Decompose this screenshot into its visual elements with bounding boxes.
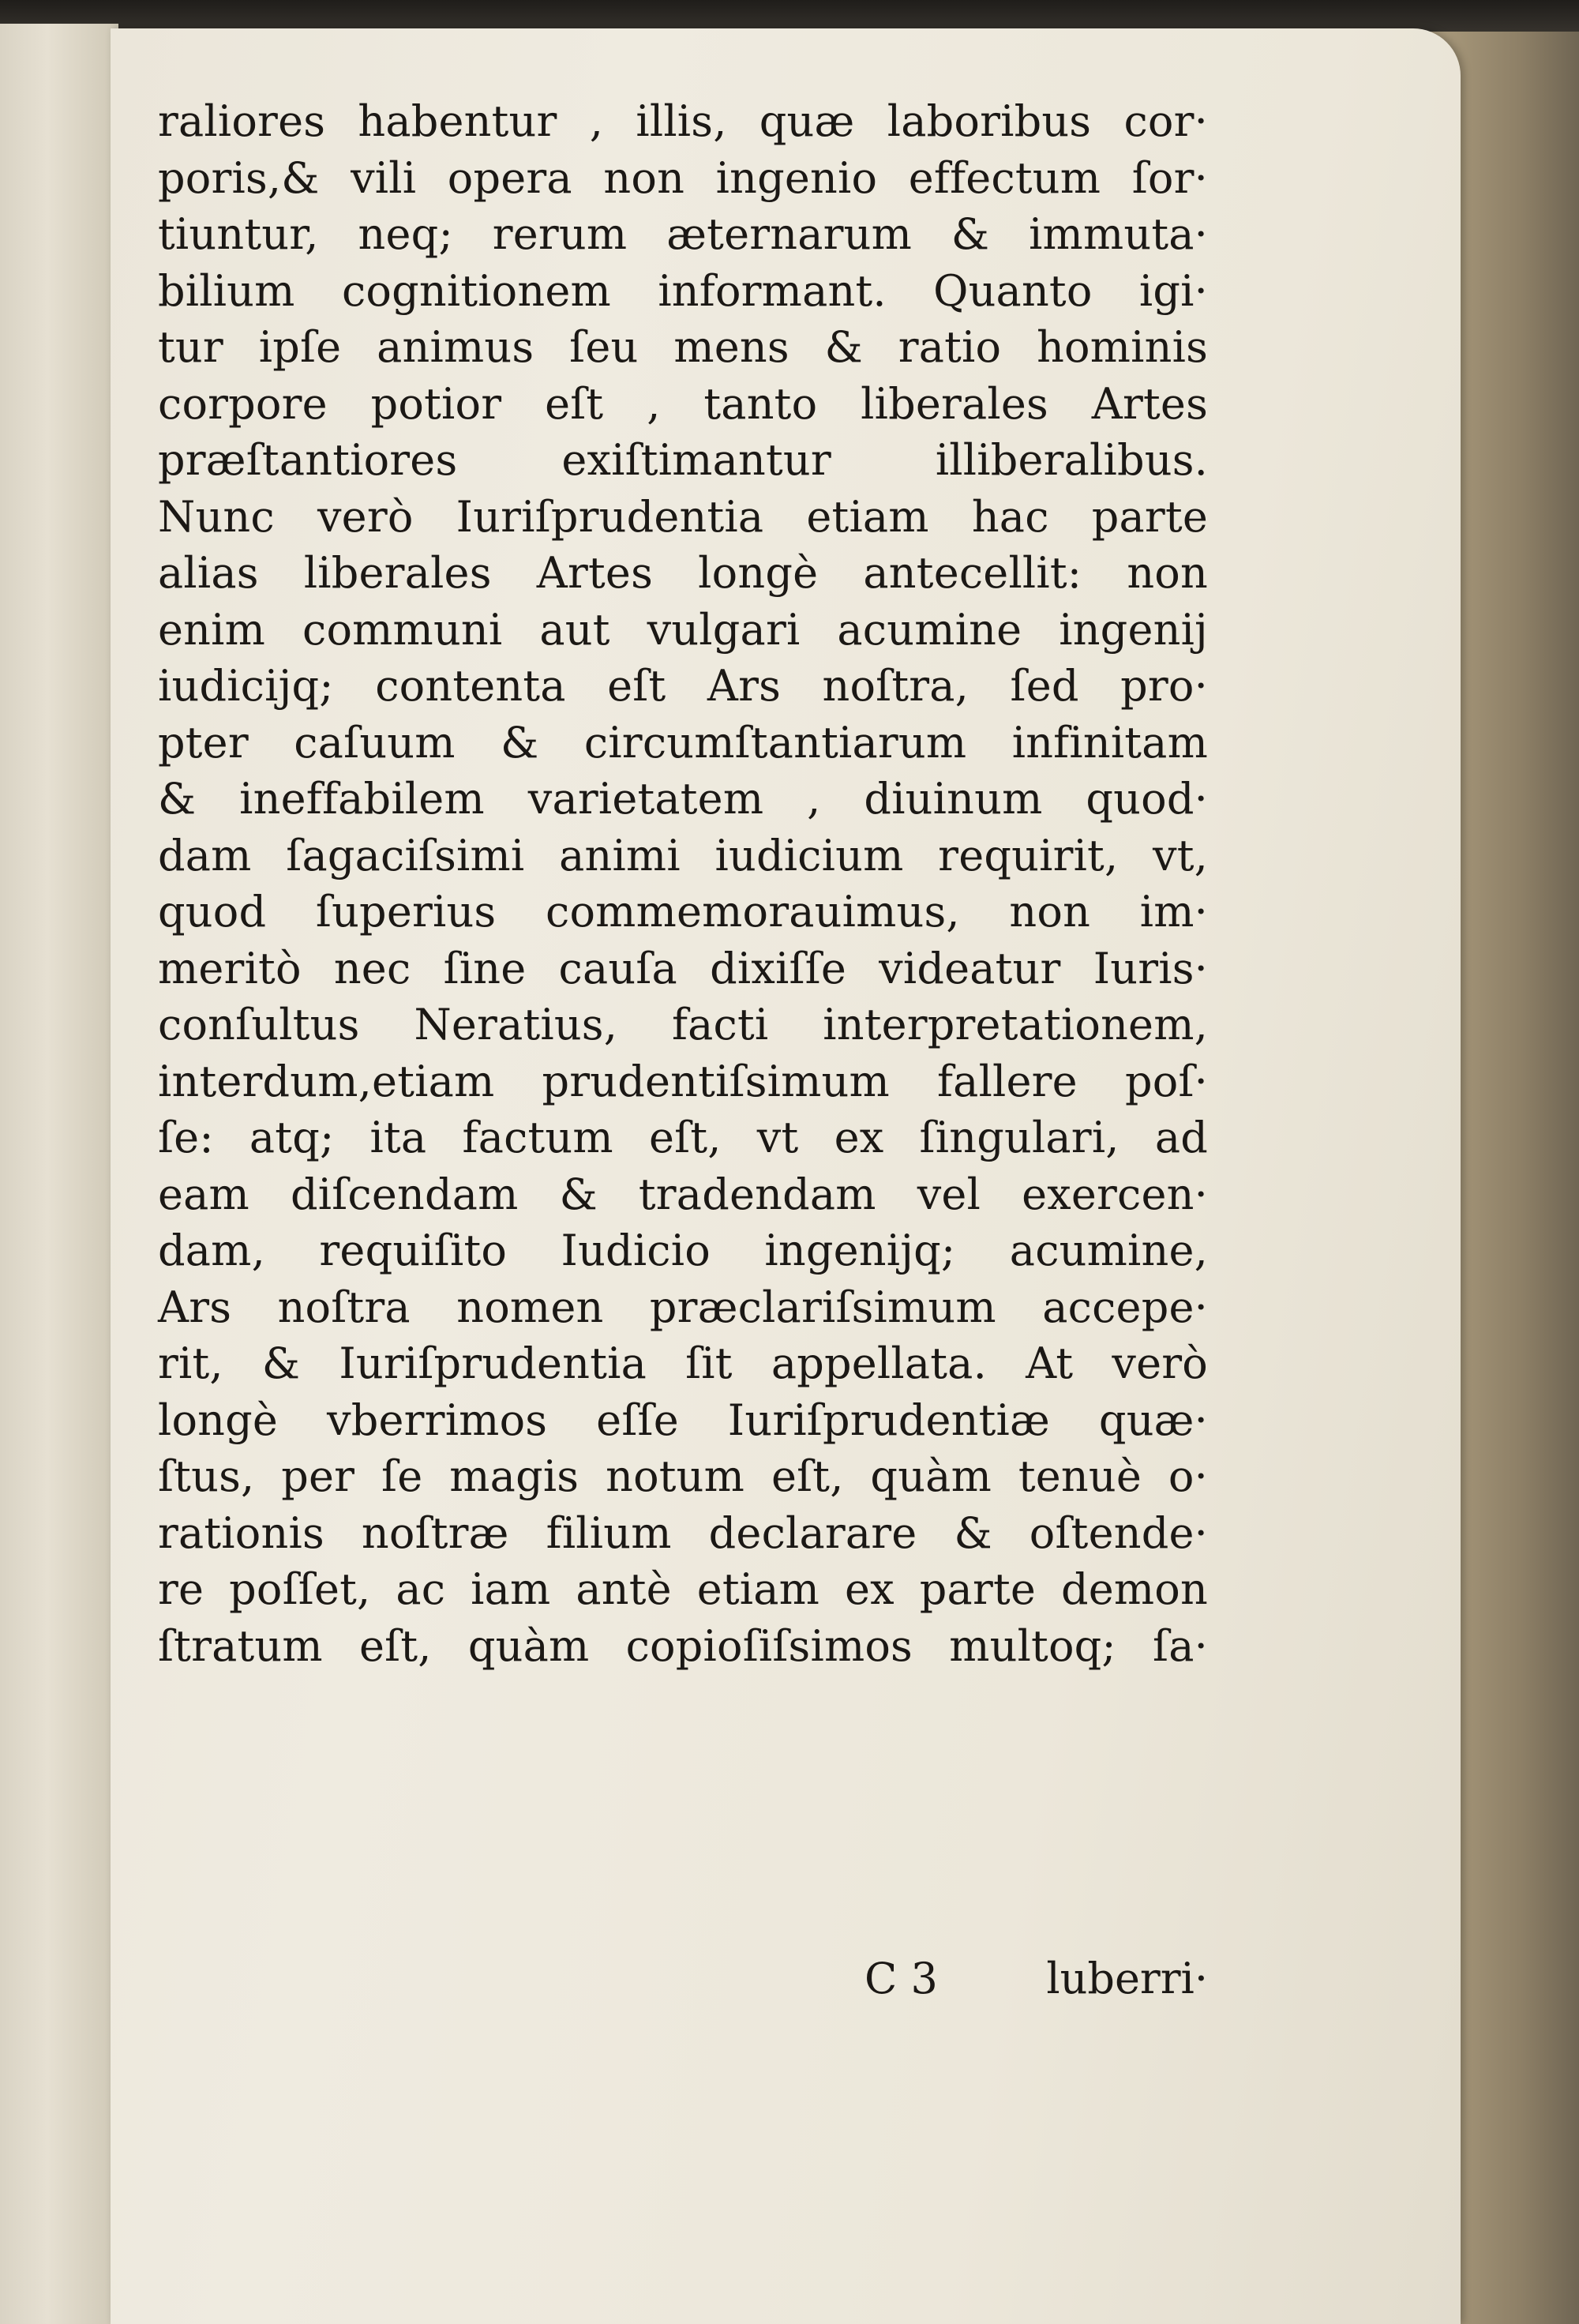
page-text-block: [158, 93, 1208, 1674]
left-page-edge: [0, 24, 118, 2324]
text-line: dam, requiſito Iudicio ingenijq; acumine,: [158, 1226, 1208, 1275]
text-line: raliores habentur , illis, quæ laboribus cor·: [158, 96, 1208, 146]
text-line: tur ipſe animus ſeu mens & ratio hominis: [158, 322, 1208, 372]
text-line: conſultus Neratius, facti interpretationem,: [158, 1000, 1208, 1049]
page-footer: [158, 1950, 1208, 2007]
text-line: ſtus, per ſe magis notum eſt, quàm tenuè o·: [158, 1451, 1208, 1501]
text-line: tiuntur, neq; rerum æternarum & immuta·: [158, 209, 1208, 259]
text-line: alias liberales Artes longè antecellit: non: [158, 548, 1208, 598]
text-line: ſtratum eſt, quàm copioſiſsimos multoq; ſa·: [158, 1620, 1208, 1671]
text-line: rit, & Iuriſprudentia ſit appellata. At verò: [158, 1338, 1208, 1388]
text-line: ſe: atq; ita factum eſt, vt ex ſingulari, ad: [158, 1113, 1208, 1162]
text-line: præſtantiores exiſtimantur illiberalibus.: [158, 435, 1208, 485]
text-line: longè vberrimos eſſe Iuriſprudentiæ quæ·: [158, 1395, 1208, 1445]
signature-mark: C 3: [865, 1954, 938, 2003]
text-line: quod ſuperius commemorauimus, non im·: [158, 887, 1208, 937]
text-line: rationis noſtræ filium declarare & oſtende·: [158, 1507, 1208, 1558]
text-line: meritò nec ſine cauſa dixiſſe videatur Iuris·: [158, 943, 1208, 993]
text-line: dam ſagaciſsimi animi iudicium requirit, vt,: [158, 830, 1208, 880]
text-line: Ars noſtra nomen præclariſsimum accepe·: [158, 1282, 1208, 1332]
text-line: interdum,etiam prudentiſsimum fallere poſ·: [158, 1056, 1208, 1106]
text-line: poris,& vili opera non ingenio effectum ſor·: [158, 152, 1208, 203]
text-line: bilium cognitionem informant. Quanto igi·: [158, 265, 1208, 316]
text-line: pter caſuum & circumſtantiarum infinitam: [158, 717, 1208, 768]
text-line: corpore potior eſt , tanto liberales Artes: [158, 378, 1208, 429]
catchword: luberri·: [1046, 1954, 1208, 2003]
text-line: eam diſcendam & tradendam vel exercen·: [158, 1169, 1208, 1219]
text-line: & ineffabilem varietatem , diuinum quod·: [158, 774, 1208, 824]
text-line: enim communi aut vulgari acumine ingenij: [158, 604, 1208, 655]
text-line: iudicijq; contenta eſt Ars noſtra, ſed pro·: [158, 661, 1208, 711]
text-line: re poſſet, ac iam antè etiam ex parte demon: [158, 1564, 1208, 1614]
text-line: Nunc verò Iuriſprudentia etiam hac parte: [158, 491, 1208, 542]
